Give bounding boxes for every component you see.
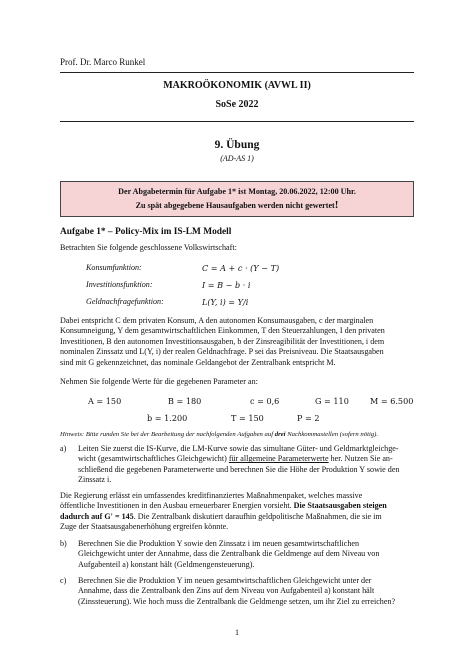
- param-value: B = 180: [168, 396, 202, 406]
- part-c-label: c): [60, 576, 67, 585]
- description-line: nominalen Zinssatz und L(Y, i) der realen Geldnachfrage. P sei das Preisniveau. Die Staatsausgaben: [60, 347, 384, 357]
- late-warning: Zu spät abgegebene Hausaufgaben werden nicht gewertet!: [135, 199, 339, 211]
- variable-description: [60, 316, 414, 368]
- param-value: P = 2: [297, 413, 320, 423]
- param-value: c = 0,6: [250, 396, 280, 406]
- header-rule-bottom: [60, 121, 414, 122]
- param-value: T = 150: [231, 413, 264, 423]
- scenario-line: Die Regierung erlässt ein umfassendes kreditfinanziertes Maßnahmenpaket, welches massive: [60, 491, 363, 500]
- scenario-line: öffentliche Investitionen in den Ausbau erneuerbarer Energien vorsieht. Die Staatsausgaben steigen: [60, 501, 387, 511]
- part-c-text: [78, 576, 414, 607]
- description-line: Konsumneigung, Y dem gesamtwirtschaftlichen Einkommen, T den Steuerzahlungen, I den privaten: [60, 326, 385, 336]
- param-value: b = 1.200: [147, 413, 188, 423]
- part-b-line: Aufgabenteil a) konstant hält (Geldmengensteuerung).: [78, 559, 255, 569]
- equation-formula: I = B − b · i: [202, 280, 251, 290]
- scenario-line: Zuge der Staatsausgabenerhöhung ergreifen könnte.: [60, 522, 229, 532]
- equation-label: Investitionsfunktion:: [86, 280, 153, 289]
- scenario-line: dadurch auf G' = 145. Die Zentralbank diskutiert daraufhin geldpolitische Maßnahmen, die sie im: [60, 511, 382, 521]
- part-a-line: wicht (gesamtwirtschaftliches Gleichgewicht) für allgemeine Parameterwerte her. Nutzen Sie an-: [78, 454, 393, 464]
- deadline-notice: [60, 181, 414, 217]
- part-c-line: Berechnen Sie die Produktion Y im neuen gesamtwirtschaftlichen Gleichgewicht unter der: [78, 576, 372, 585]
- task-intro: Betrachten Sie folgende geschlossene Volkswirtschaft:: [60, 243, 237, 252]
- part-c-line: Annahme, dass die Zentralbank den Zins auf dem Niveau von Aufgabenteil a) konstant hält: [78, 586, 375, 596]
- policy-scenario: [60, 491, 414, 533]
- exercise-title: 9. Übung: [214, 139, 260, 151]
- semester-label: SoSe 2022: [215, 99, 259, 110]
- param-value: G = 110: [315, 396, 349, 406]
- description-line: sind mit G gekennzeichnet, das nominale Geldangebot der Zentralbank entspricht M.: [60, 357, 336, 367]
- equation-label: Geldnachfragefunktion:: [86, 297, 164, 306]
- exercise-subtitle: (AD-AS 1): [220, 154, 254, 163]
- page-number: 1: [234, 628, 240, 637]
- description-line: Dabei entspricht C dem privaten Konsum, A den autonomen Konsumausgaben, c der marginalen: [60, 316, 374, 325]
- task-heading: Aufgabe 1* – Policy-Mix im IS-LM Modell: [60, 227, 232, 237]
- equation-formula: C = A + c · (Y − T): [202, 263, 280, 273]
- part-a-line: schließend die gegebenen Parameterwerte und berechnen Sie die Höhe der Produktion Y sowie den: [78, 464, 400, 474]
- part-b-line: Gleichgewicht unter der Annahme, dass die Zentralbank die Geldmenge auf dem Niveau von: [78, 549, 380, 559]
- param-value: A = 150: [88, 396, 122, 406]
- part-b-line: Berechnen Sie die Produktion Y sowie den Zinssatz i im neuen gesamtwirtschaftlichen: [78, 539, 360, 548]
- equation-formula: L(Y, i) = Y/i: [202, 297, 249, 307]
- course-title: MAKROÖKONOMIK (AVWL II): [163, 80, 311, 91]
- part-a-text: [78, 444, 414, 486]
- part-a-line: Leiten Sie zuerst die IS-Kurve, die LM-Kurve sowie das simultane Güter- und Geldmarktgleichge-: [78, 444, 399, 453]
- part-a-label: a): [60, 444, 67, 453]
- header-rule: [60, 72, 414, 73]
- part-c-line: (Zinssteuerung). Wie hoch muss die Zentralbank die Geldmenge setzen, um ihr Ziel zu erreichen?: [78, 596, 396, 606]
- params-intro: Nehmen Sie folgende Werte für die gegebenen Parameter an:: [60, 377, 258, 386]
- deadline-line: Der Abgabetermin für Aufgabe 1* ist Montag, 20.06.2022, 12:00 Uhr.: [118, 187, 356, 196]
- author-name: Prof. Dr. Marco Runkel: [60, 57, 146, 67]
- description-line: Investitionen, B den autonomen Investitionsausgaben, b der Zinsreagibilität der Investitionen, i dem: [60, 336, 385, 346]
- equation-label: Konsumfunktion:: [86, 263, 142, 272]
- part-a-line: Zinssatz i.: [78, 475, 112, 485]
- part-b-text: [78, 539, 414, 570]
- param-value: M = 6.500: [370, 396, 414, 406]
- rounding-hint: Hinweis: Bitte runden Sie bei der Bearbeitung der nachfolgenden Aufgaben auf drei Nachkommastellen (sofern nötig).: [60, 431, 379, 438]
- part-b-label: b): [60, 539, 67, 548]
